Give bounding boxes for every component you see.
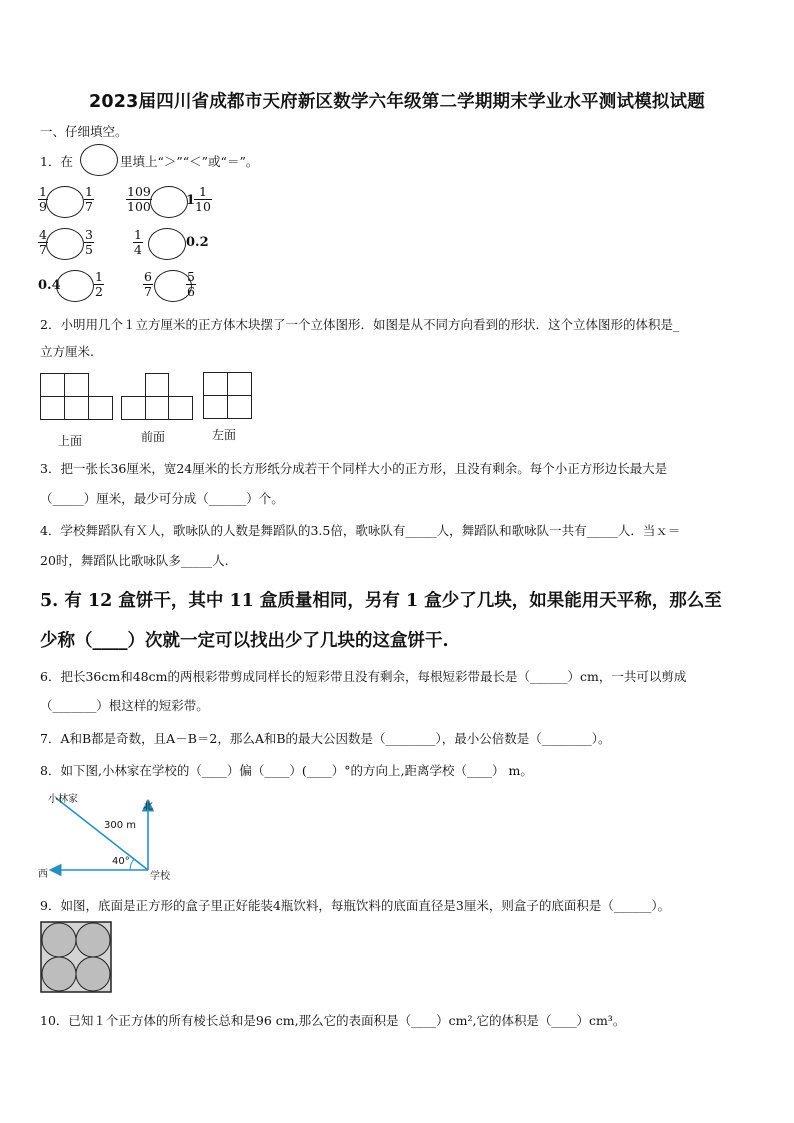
fraction: $\frac{109}{100}$ [127, 184, 151, 214]
answer-oval[interactable] [46, 186, 84, 218]
q5-line2: 少称（____）次就一定可以找出少了几块的这盒饼干. [40, 631, 449, 651]
q6-line2: （_______）根这样的短彩带。 [40, 698, 209, 713]
fraction: $\frac{6}{7}$ [144, 269, 152, 299]
q8-text: 8．如下图,小林家在学校的（____）偏（____）(____）°的方向上,距离学校（____） m。 [40, 763, 533, 778]
decimal-value: 0.2 [186, 235, 209, 250]
fraction: $\frac{1}{2}$ [95, 269, 103, 299]
q9-text: 9．如图，底面是正方形的盒子里正好能装4瓶饮料，每瓶饮料的底面直径是3厘米，则盒子的底面积是（______）。 [40, 898, 671, 913]
label-north: 北 [143, 801, 153, 812]
q7-text: 7．A和B都是奇数，且A－B＝2，那么A和B的最大公因数是（________），最小公倍数是（________）。 [40, 731, 611, 746]
q1-instruction: 里填上“＞”“＜”或“＝”。 [120, 154, 259, 169]
q2-line1: 2．小明用几个１立方厘米的正方体木块摆了一个立体图形．如图是从不同方向看到的形状．这个立体图形的体积是_ [40, 317, 680, 332]
bottle-circle [76, 957, 110, 991]
label-angle: 40° [112, 856, 130, 867]
fraction: $\frac{4}{7}$ [39, 227, 47, 257]
fraction: $\frac{5}{6}$ [187, 269, 195, 299]
q1-prefix: 1．在 [40, 154, 73, 169]
fraction: $\frac{3}{5}$ [85, 227, 93, 257]
bottle-circle [42, 957, 76, 991]
q4-line2: 20时，舞蹈队比歌咏队多_____人. [40, 553, 229, 568]
answer-oval[interactable] [46, 228, 84, 260]
section-heading: 一、仔细填空。 [40, 124, 128, 139]
q6-line1: 6．把长36cm和48cm的两根彩带剪成同样长的短彩带且没有剩余，每根短彩带最长是（______）cm，一共可以剪成 [40, 669, 687, 684]
q2-line2: 立方厘米. [40, 344, 94, 359]
label-school: 学校 [150, 871, 170, 882]
bottle-box-diagram [40, 921, 112, 993]
fraction: $\frac{1}{4}$ [134, 227, 142, 257]
whole-number: 1 [186, 193, 196, 208]
q3-line1: 3．把一张长36厘米，宽24厘米的长方形纸分成若干个同样大小的正方形，且没有剩余。每个小正方形边长最大是 [40, 461, 668, 476]
fraction: $\frac{1}{9}$ [39, 184, 47, 214]
fraction: $\frac{1}{10}$ [195, 184, 211, 214]
label-home: 小林家 [48, 794, 78, 805]
angle-arc [130, 859, 134, 870]
answer-oval[interactable] [148, 228, 186, 260]
label-distance: 300 m [104, 820, 137, 831]
answer-oval[interactable] [56, 270, 94, 302]
q5-line1: 5. 有 12 盒饼干，其中 11 盒质量相同，另有 1 盒少了几块，如果能用天平称，那么至 [40, 591, 722, 611]
q10-text: 10．已知１个正方体的所有棱长总和是96 cm,那么它的表面积是（____）cm²,它的体积是（____）cm³。 [40, 1013, 626, 1028]
caption-left-view: 左面 [212, 428, 237, 442]
answer-oval[interactable] [150, 186, 188, 218]
bottle-circle [42, 923, 76, 957]
q3-line2: （_____）厘米，最少可分成（______）个。 [40, 491, 284, 506]
answer-oval[interactable] [80, 144, 118, 176]
fraction: $\frac{1}{7}$ [85, 184, 93, 214]
q4-line1: 4．学校舞蹈队有Ｘ人，歌咏队的人数是舞蹈队的3.5倍，歌咏队有_____人，舞蹈队和歌咏队一共有_____人．当ｘ＝ [40, 523, 681, 538]
label-west: 西 [38, 869, 48, 880]
caption-front-view: 前面 [141, 430, 166, 444]
caption-top-view: 上面 [58, 434, 83, 448]
page-title: 2023届四川省成都市天府新区数学六年级第二学期期末学业水平测试模拟试题 [89, 92, 705, 112]
decimal-value: 0.4 [38, 278, 61, 293]
bottle-circle [76, 923, 110, 957]
